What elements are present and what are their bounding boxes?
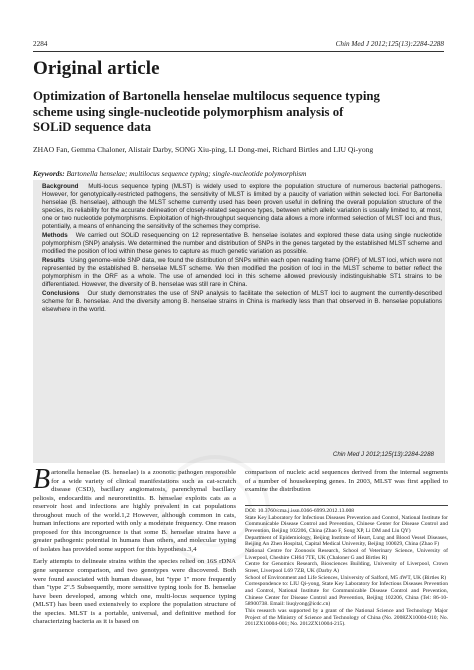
keywords-label: Keywords: xyxy=(33,169,65,178)
footnotes xyxy=(245,505,448,628)
drop-cap: B xyxy=(33,464,51,495)
right-paragraph-1: comparison of nucleic acid sequences derived from the internal segments of a number of housekeeping genes. In 2003, MLST was first applied to examine the distribution xyxy=(245,469,448,494)
affiliation-3: National Centre for Zoonosis Research, School of Veterinary Science, University of Liverpool, Cheshire CH64 7TE, UK (Chaloner G and Birtles R) xyxy=(245,547,448,561)
affiliation-5: School of Environment and Life Sciences, University of Salford, M5 4WT, UK (Birtles R) xyxy=(245,574,447,581)
methods-text: We carried out SOLiD resequencing on 12 representative B. henselae isolates and explored these data using single nucleotide polymorphism (SNP) analysis. We determined the number and distribution of SNPs in the genes targeted by the established MLST scheme and modified the position of loci within these genes to capture as much genetic variation as possible. xyxy=(42,232,442,255)
title-line-1: Optimization of Bartonella henselae multilocus sequence typing xyxy=(33,89,380,103)
article-type: Original article xyxy=(33,58,160,79)
abstract-results xyxy=(42,257,442,289)
affiliation-1: State Key Laboratory for Infectious Diseases Prevention and Control, National Institute for Communicable Disease Control and Prevention, Chinese Center for Disease Control and Prevention, Beijing 102206, China (Zhao F, Song XP, Li DM and Liu QY) xyxy=(245,514,448,534)
affiliation-4: Centre for Genomics Research, Biosciences Building, University of Liverpool, Crown Street, Liverpool L69 7ZB, UK (Darby A) xyxy=(245,561,448,574)
author-list: ZHAO Fan, Gemma Chaloner, Alistair Darby, SONG Xiu-ping, LI Dong-mei, Richard Birtles and LIU Qi-yong xyxy=(33,145,374,154)
abstract xyxy=(42,183,442,315)
title-line-2: scheme using single-nucleotide polymorphism analysis of xyxy=(33,104,344,119)
body-column-left xyxy=(33,464,236,631)
results-label: Results xyxy=(42,257,65,265)
background-label: Background xyxy=(42,183,79,190)
intro-paragraph-1-text: artonella henselae (B. henselae) is a zoonotic pathogen responsible for a wide variety of clinical manifestations such as cat-scratch disease (CSD), bacillary angiomatosis, parenchymal bacillary peliosis, endocarditis and neuroretinitis. B. henselae exploits cats as a reservoir host and infections are highly prevalent in cat populations throughout much of the world.1,2 However, although common in cats, human infections are reported with only a moderate frequency. One reason proposed for this incongruence is that some B. henselae strains have a greater pathogenic potential in humans than others, and molecular typing of isolates has provided some support for this hypothesis.3,4 xyxy=(33,469,236,553)
intro-paragraph-1 xyxy=(33,464,236,554)
background-text: Multi-locus sequence typing (MLST) is widely used to explore the population structure of numerous bacterial pathogens. However, for genotypically-restricted pathogens, the sensitivity of MLST is limited by a paucity of variation within selected loci. For Bartonella henselae (B. henselae), although the MLST scheme currently used has been proven useful in defining the overall population structure of the species, its reliability for the accurate delineation of closely-related sequence types, between which allelic variation is usually limited to, at most, one or two nucleotide polymorphisms. Exploitation of high-throughput sequencing data allows a more informed selection of MLST loci and thus, potentially, a means of enhancing the sensitivity of the schemes they comprise. xyxy=(42,183,442,230)
conclusions-label: Conclusions xyxy=(42,290,80,298)
running-head xyxy=(33,40,444,52)
methods-label: Methods xyxy=(42,232,68,240)
affiliation-2: Department of Epidemiology, Beijing Institute of Heart, Lung and Blood Vessel Diseases, Beijing An Zhen Hospital, Capital Medical University, Beijing 100029, China (Zhao F) xyxy=(245,534,448,548)
doi: DOI: 10.3760/cma.j.issn.0366-6999.2012.13.008 xyxy=(245,508,355,514)
abstract-background xyxy=(42,183,442,231)
abstract-methods xyxy=(42,232,442,256)
funding-note: This research was supported by a grant of the National Science and Technology Major Project of the Ministry of Science and Technology of China (No. 2008ZX10004-010; No. 2011ZX10004-001; No. 2012ZX10004-215). xyxy=(245,607,448,628)
page-number: 2284 xyxy=(33,40,48,48)
body-column-right xyxy=(245,469,448,495)
keywords-text: Bartonella henselae; multilocus sequence typing; single-nucleotide polymorphism xyxy=(66,169,307,178)
article-title xyxy=(33,89,453,136)
abstract-conclusions xyxy=(42,290,442,314)
journal-citation: Chin Med J 2012;125(13):2284-2288 xyxy=(335,40,444,48)
correspondence: Correspondence to: LIU Qi-yong, State Key Laboratory for Infectious Diseases Prevention and Control, National Institute for Communicable Disease Control and Prevention, Chinese Center for Disease Control and Prevention, Beijing 102206, China (Tel: 86-10-58900738. Email: liuqiyong@icdc.cn) xyxy=(245,581,448,608)
abstract-citation: Chin Med J 2012;125(13):2284-2288 xyxy=(332,451,434,458)
keywords xyxy=(33,169,453,178)
conclusions-text: Our study demonstrates the use of SNP analysis to facilitate the selection of MLST loci to augment the currently-described scheme for B. henselae. And the diversity among B. henselae strains in China is markedly less than that observed in B. henselae populations elsewhere in the world. xyxy=(42,290,442,314)
results-text: Using genome-wide SNP data, we found the distribution of SNPs within each open reading frame (ORF) of MLST loci, which were not represented by the established B. henselae MLST scheme. We then modified the position of loci in the MLST scheme to better reflect the polymorphism in the ORF as a whole. The use of amended loci in this scheme allowed previously indistinguishable ST1 strains to be differentiated. However, the diversity of B. henselae was still rare in China. xyxy=(42,257,442,289)
intro-paragraph-2: Early attempts to delineate strains within the species relied on 16S rDNA gene sequence comparison, and two genotypes were discovered. Both were found associated with human disease, but "type 1" more frequently than "type 2".5 Subsequently, more sensitive typing tools for B. henselae have been developed, among which one, multi-locus sequence typing (MLST) has been used extensively to explore the population structure of the species. MLST is a portable, universal, and definitive method for characterizing bacteria as it is based on xyxy=(33,558,236,626)
title-line-3: SOLiD sequence data xyxy=(33,120,152,134)
